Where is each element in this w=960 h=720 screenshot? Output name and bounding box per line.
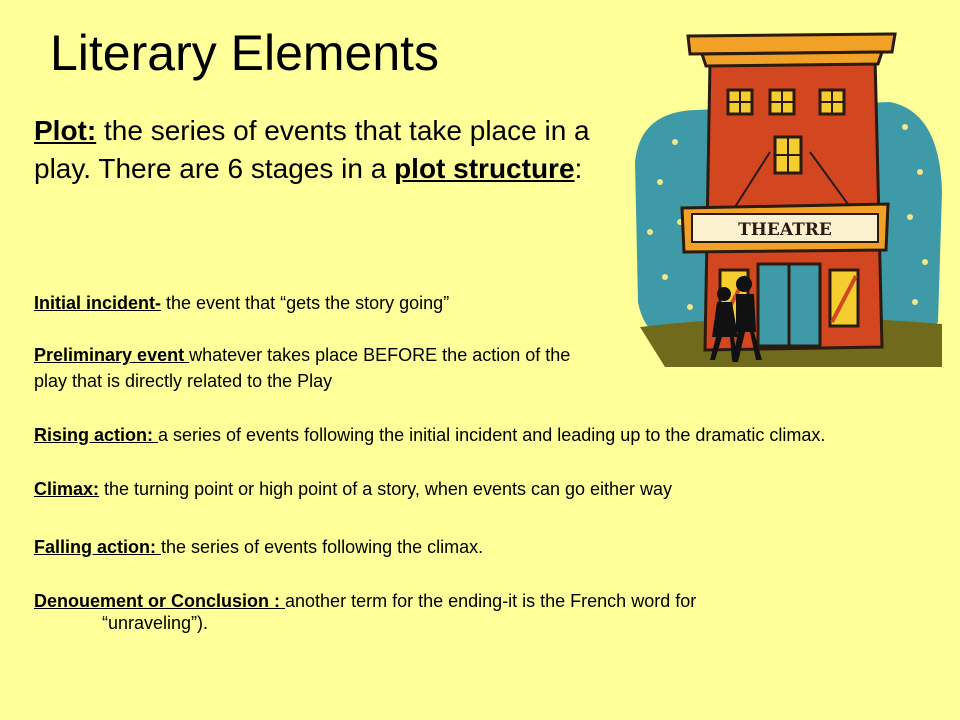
definition-denouement (34, 590, 934, 634)
definition-falling-action (34, 534, 934, 560)
plot-intro-text: the series of events that take place in a play. There are 6 stages in a (34, 115, 590, 184)
text-initial-incident: the event that “gets the story going” (161, 293, 450, 313)
spacer (34, 560, 934, 590)
theatre-building-icon (620, 32, 950, 372)
definition-climax (34, 476, 934, 502)
term-preliminary-event: Preliminary event (34, 345, 190, 365)
definition-rising-action (34, 420, 934, 450)
term-climax: Climax: (34, 479, 100, 499)
spacer (34, 502, 934, 534)
text-denouement-continued: “unraveling”). (102, 613, 209, 633)
slide-title: Literary Elements (50, 25, 440, 81)
text-rising-action: a series of events following the initial incident and leading up to the dramatic climax. (158, 425, 826, 445)
spacer (34, 394, 934, 420)
definition-preliminary-event (34, 342, 594, 394)
term-initial-incident: Initial incident- (34, 293, 162, 313)
text-denouement: another term for the ending-it is the French word for (285, 591, 697, 611)
spacer (34, 450, 934, 476)
plot-structure-term: plot structure (394, 153, 575, 184)
plot-intro-colon: : (574, 153, 583, 184)
plot-term: Plot: (34, 115, 97, 146)
plot-intro (34, 112, 644, 188)
text-preliminary-event: whatever takes place BEFORE the action of the play that is directly related to the Play (34, 345, 571, 391)
term-denouement: Denouement or Conclusion : (34, 591, 286, 611)
term-falling-action: Falling action: (34, 537, 162, 557)
text-climax: the turning point or high point of a story, when events can go either way (99, 479, 673, 499)
text-falling-action: the series of events following the climax. (161, 537, 484, 557)
marquee-text: THEATRE (738, 220, 832, 240)
term-rising-action: Rising action: (34, 425, 159, 445)
